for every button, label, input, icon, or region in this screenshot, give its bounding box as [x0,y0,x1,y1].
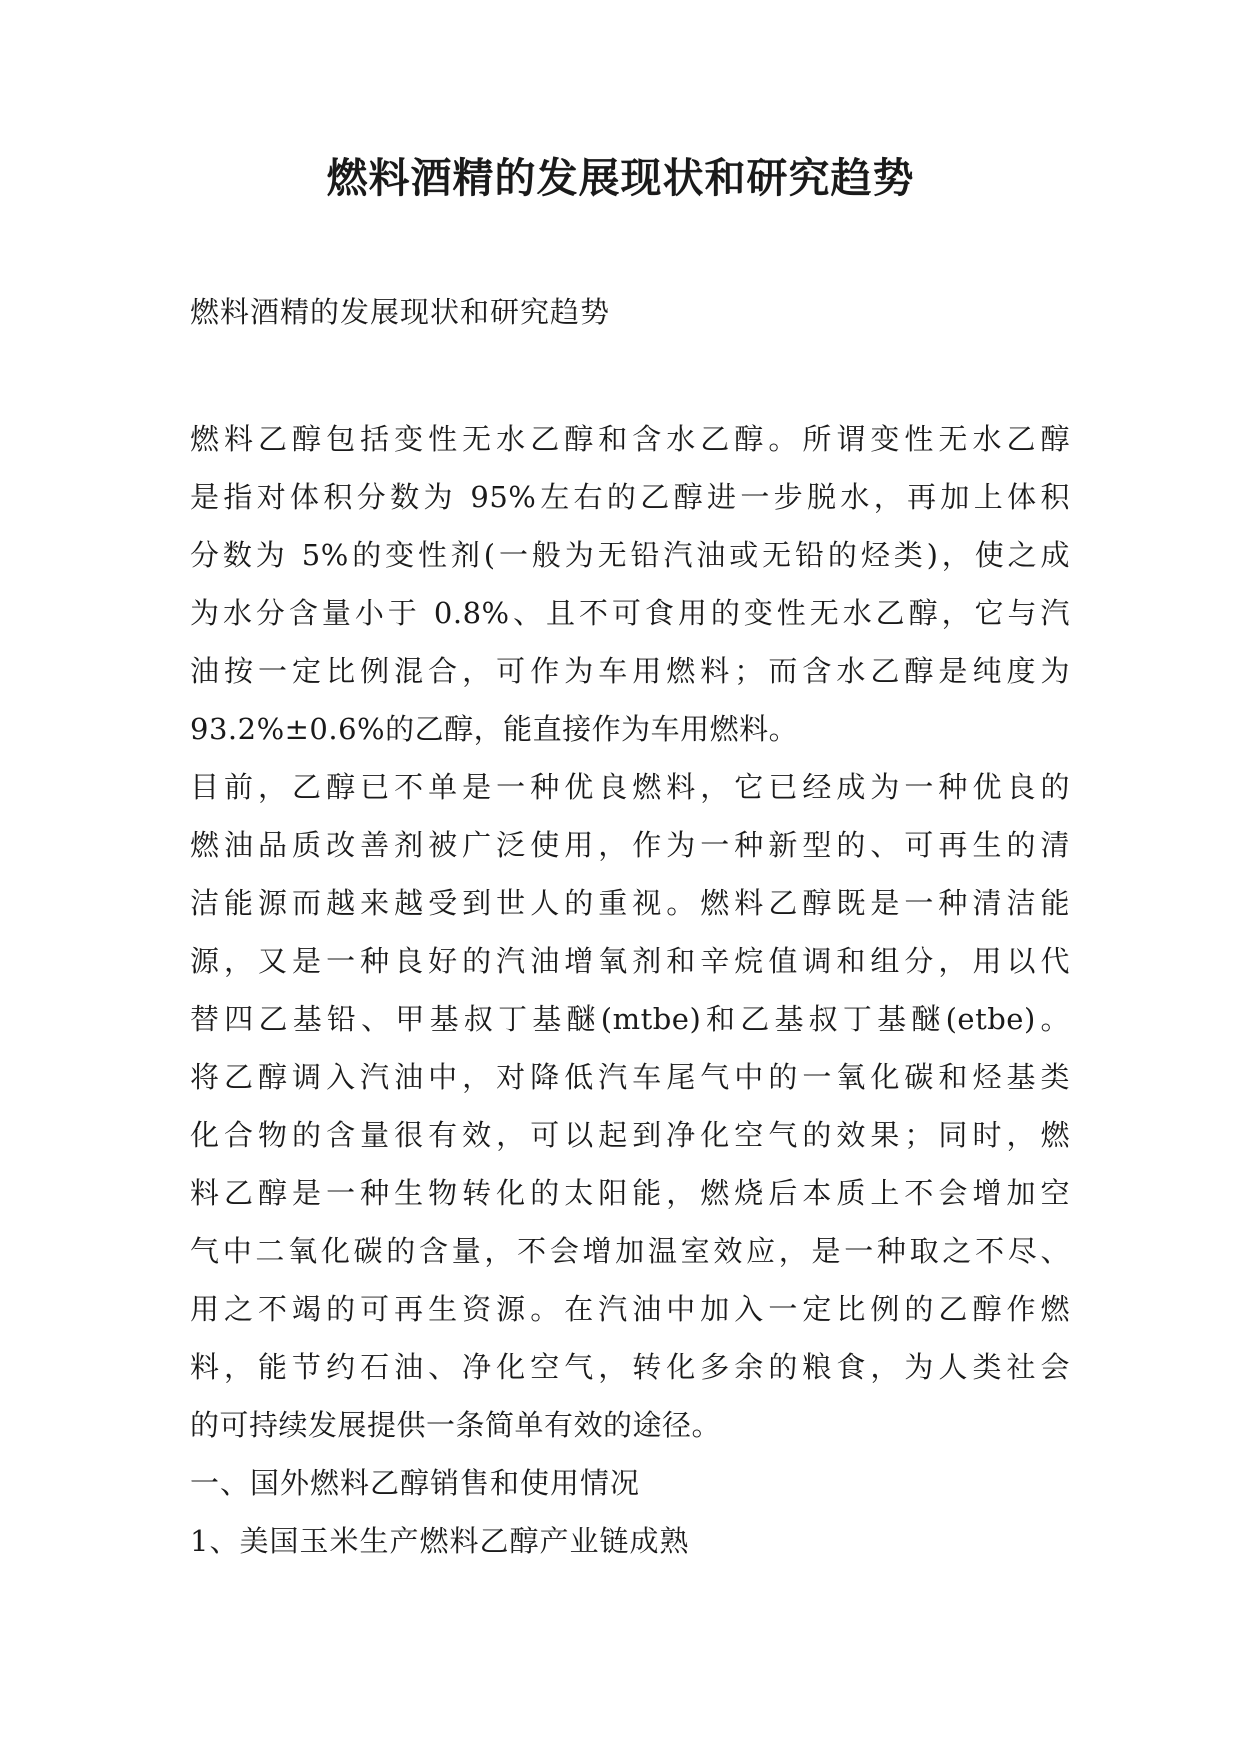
body-line: 是指对体积分数为 95%左右的乙醇进一步脱水，再加上体积 [190,480,1070,514]
body-line: 源，又是一种良好的汽油增氧剂和辛烷值调和组分，用以代 [190,944,1070,978]
body-line: 燃料乙醇包括变性无水乙醇和含水乙醇。所谓变性无水乙醇 [190,422,1070,456]
document-subtitle: 燃料酒精的发展现状和研究趋势 [190,295,611,329]
body-line: 洁能源而越来越受到世人的重视。燃料乙醇既是一种清洁能 [190,886,1070,920]
body-line: 油按一定比例混合，可作为车用燃料；而含水乙醇是纯度为 [190,654,1070,688]
body-line: 用之不竭的可再生资源。在汽油中加入一定比例的乙醇作燃 [190,1292,1070,1326]
subsection-heading: 1、美国玉米生产燃料乙醇产业链成熟 [190,1524,690,1558]
document-body [190,410,1070,1570]
body-line: 将乙醇调入汽油中，对降低汽车尾气中的一氧化碳和烃基类 [190,1060,1070,1094]
page-title: 燃料酒精的发展现状和研究趋势 [326,154,915,202]
body-line: 料，能节约石油、净化空气，转化多余的粮食，为人类社会 [190,1350,1070,1384]
body-line: 燃油品质改善剂被广泛使用，作为一种新型的、可再生的清 [190,828,1070,862]
body-line: 料乙醇是一种生物转化的太阳能，燃烧后本质上不会增加空 [190,1176,1070,1210]
body-line: 替四乙基铅、甲基叔丁基醚(mtbe)和乙基叔丁基醚(etbe)。 [190,1002,1070,1036]
body-line: 气中二氧化碳的含量，不会增加温室效应，是一种取之不尽、 [190,1234,1070,1268]
body-line: 的可持续发展提供一条简单有效的途径。 [190,1408,722,1442]
body-line: 93.2%±0.6%的乙醇，能直接作为车用燃料。 [190,712,799,746]
body-line: 分数为 5%的变性剂(一般为无铅汽油或无铅的烃类)，使之成 [190,538,1070,572]
body-line: 目前，乙醇已不单是一种优良燃料，它已经成为一种优良的 [190,770,1070,804]
body-line: 化合物的含量很有效，可以起到净化空气的效果；同时，燃 [190,1118,1070,1152]
section-heading: 一、国外燃料乙醇销售和使用情况 [190,1466,641,1500]
body-line: 为水分含量小于 0.8%、且不可食用的变性无水乙醇，它与汽 [190,596,1070,630]
